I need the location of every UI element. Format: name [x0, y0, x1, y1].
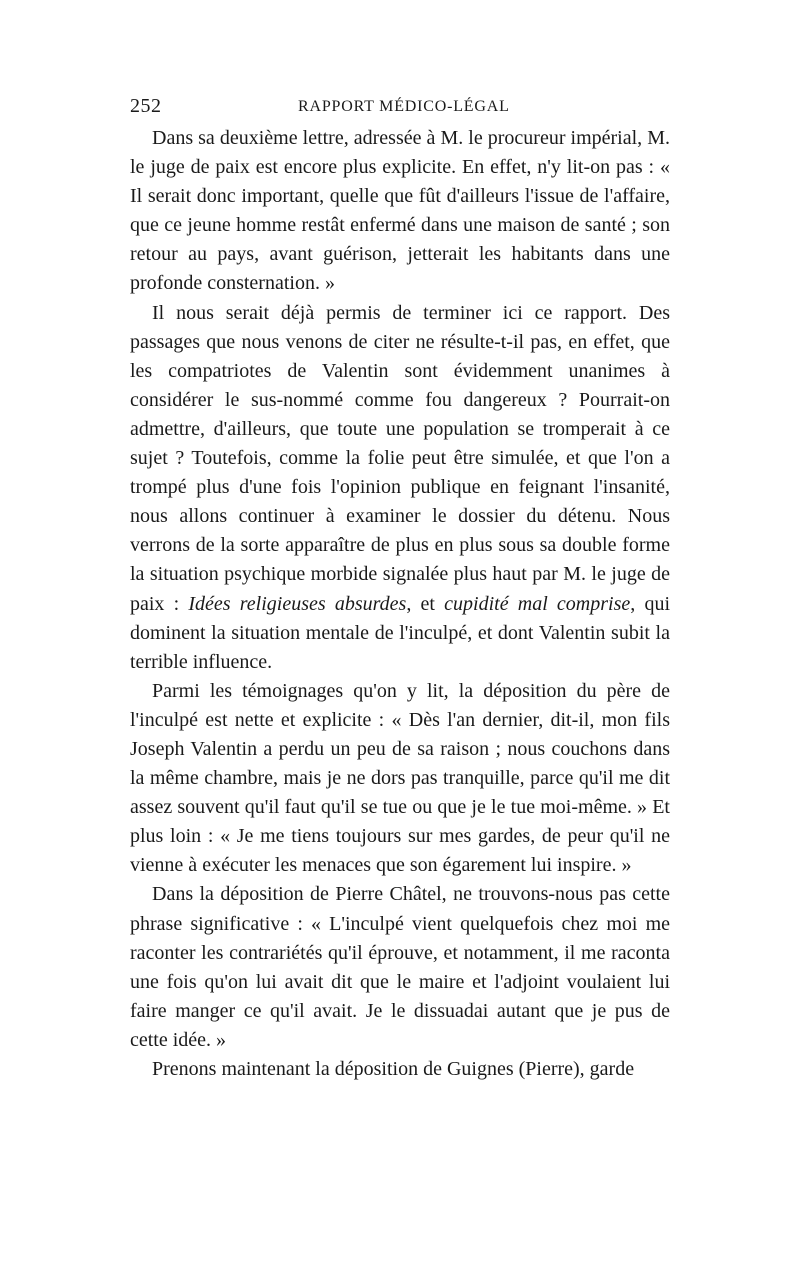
paragraph-father-testimony: Parmi les témoignages qu'on y lit, la déposition du père de l'inculpé est nette et explicite : « Dès l'an dernier, dit-il, mon fils Joseph Valentin a perdu un peu de sa raison ; nous couchons dans la même chambre, mais je ne dors pas tranquille, parce qu'il me dit assez souvent qu'il faut qu'il se tue ou que je le tue moi-même. » Et plus loin : « Je me tiens toujours sur mes gardes, de peur qu'il ne vienne à exécuter les menaces que son égarement lui inspire. » [130, 679, 670, 877]
paragraph-text: , qui dominent la situation mentale de l'inculpé, et dont Valentin subit la terrible influence. [130, 592, 671, 673]
running-title: RAPPORT MÉDICO-LÉGAL [298, 98, 510, 115]
paragraph-text: , et [406, 592, 445, 615]
page-number: 252 [130, 95, 162, 117]
paragraph-guignes-testimony: Prenons maintenant la déposition de Guignes (Pierre), garde [152, 1058, 635, 1080]
paragraph-text: Il nous serait déjà permis de terminer ici ce rapport. Des passages que nous venons de citer ne résulte-t-il pas, en effet, que les compatriotes de Valentin sont évidemment unanimes à considérer le sus-nommé comme fou dangereux ? Pourrait-on admettre, d'ailleurs, que toute une population se tromperait à ce sujet ? Toutefois, comme la folie peut être simulée, et que l'on a trompé plus d'une fois l'opinion publique en feignant l'insanité, nous allons continuer à examiner le dossier du détenu. Nous verrons de la sorte apparaître de plus en plus sous sa double forme la situation psychique morbide signalée plus haut par M. le juge de paix : [130, 301, 670, 615]
paragraph-letter-quote: Dans sa deuxième lettre, adressée à M. le procureur impérial, M. le juge de paix est encore plus explicite. En effet, n'y lit-on pas : « Il serait donc important, quelle que fût d'ailleurs l'issue de l'affaire, que ce jeune homme restât enfermé dans une maison de santé ; son retour au pays, avant guérison, jetterait les habitants dans une profonde consternation. » [130, 127, 670, 295]
italic-phrase: Idées religieuses absurdes [188, 592, 407, 615]
paragraph-diagnosis [130, 299, 670, 677]
italic-phrase: cupidité mal comprise [444, 592, 631, 615]
body-text [130, 124, 670, 1084]
paragraph-chatel-testimony: Dans la déposition de Pierre Châtel, ne trouvons-nous pas cette phrase significative : « L'inculpé vient quelquefois chez moi me raconter les contrariétés qu'il éprouve, et notamment, il me raconta une fois qu'on lui avait dit que le maire et l'adjoint voulaient lui faire manger ce qu'il avait. Je le dissuadai autant que je pus de cette idée. » [130, 883, 670, 1051]
running-head [130, 92, 670, 120]
